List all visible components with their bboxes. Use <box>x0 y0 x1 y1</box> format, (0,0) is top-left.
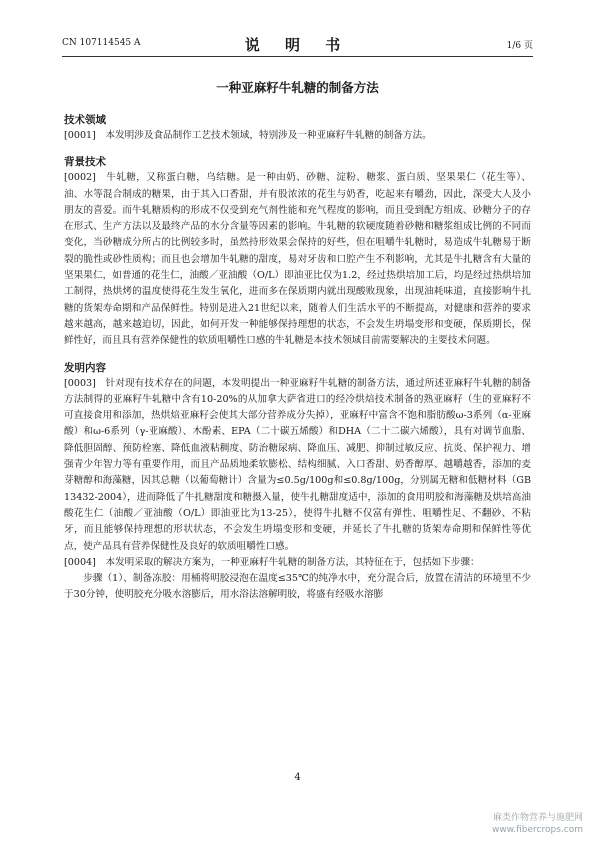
heading-background: 背景技术 <box>64 156 106 169</box>
heading-technical-field: 技术领域 <box>64 114 106 126</box>
document-body <box>64 112 531 604</box>
paragraph-step-1: 步骤（1）、制备冻胶：用桶将明胶浸泡在温度≤35℃的纯净水中，充分混合后，放置在清洁的环境里不少于30分钟，使明胶充分吸水溶膨后，用水浴法溶解明胶，将盛有经吸水溶膨 <box>64 573 531 601</box>
paragraph-0004: [0004] 本发明采取的解决方案为，一种亚麻籽牛轧糖的制备方法，其特征在于，包括如下步骤： <box>64 556 480 568</box>
watermark-title: 麻类作物营养与施肥网 <box>492 813 583 823</box>
paragraph-0002: [0002] 牛轧糖，又称蛋白糖，乌结糖。是一种由奶、砂糖、淀粉、糖浆、蛋白质、坚果果仁（花生等）、油、水等混合制成的糖果，由于其入口香甜，并有股浓浓的花生与奶香，吃起来有嚼劲，因此，深受大人及小朋友的喜爱。而牛轧糖质构的形成不仅受到充气剂性能和充气程度的影响，而且受到配方组成、砂糖分子的存在形式、生产方法以及最终产品的水分含量等因素的影响。牛轧糖的软硬度随着砂糖和糖浆组成比例的不同而变化，当砂糖成分所占的比例较多时，虽然持形效果会保持的好些，但在咀嚼牛轧糖时，易造成牛轧糖易于断裂的脆性或砂性质构；而且也会增加牛轧糖的甜度，易对牙齿和口腔产生不利影响，尤其是牛扎糖含有大量的坚果果仁，如普通的花生仁，油酸／亚油酸（O/L）即油亚比仅为1.2，经过热烘培加工后，均是经过热烘培加工制得，热烘烤的温度使得花生发生氧化，进而多在保质期内就出现酸败现象，出现油耗味道，直接影响牛扎糖的货架寿命期和产品保鲜性。特别是进入21世纪以来，随着人们生活水平的不断提高，对健康和营养的要求越来越高，越来越迫切，因此，如何开发一种能够保持理想的状态，不会发生坍塌变形和变硬，保质期长，保鲜性好，而且具有营养保健性的软质咀嚼性口感的牛轧糖是本技术领域目前需要解决的主要技术问题。 <box>64 172 531 347</box>
header-rule <box>62 56 533 57</box>
page-header <box>62 34 533 52</box>
watermark <box>492 812 583 836</box>
paragraph-0001: [0001] 本发明涉及食品制作工艺技术领域，特别涉及一种亚麻籽牛轧糖的制备方法。 <box>64 130 432 141</box>
heading-invention: 发明内容 <box>64 361 106 374</box>
page-number: 4 <box>294 772 301 783</box>
page-ratio: 1/6 页 <box>506 41 533 51</box>
document-type: 说 明 书 <box>244 36 351 54</box>
document-title: 一种亚麻籽牛轧糖的制备方法 <box>216 80 379 95</box>
paragraph-0003: [0003] 针对现有技术存在的问题，本发明提出一种亚麻籽牛轧糖的制备方法，通过所述亚麻籽牛轧糖的制备方法制得的亚麻籽牛轧糖中含有10-20%的从加拿大萨省进口的经冷烘焙技术制备的熟亚麻籽（生的亚麻籽不可直接食用和添加，热烘焙亚麻籽会使其大部分营养成分失掉），亚麻籽中富含不饱和脂肪酸ω-3系列（α-亚麻酸）和ω-6系列（γ-亚麻酸）、木酚素、EPA（二十碳五烯酸）和DHA（二十二碳六烯酸），具有对调节血脂、降低胆固醇、预防栓塞、降低血液粘稠度、防治糖尿病、降血压、减肥、抑制过敏反应、抗炎、保护视力、增强青少年智力等有重要作用，而且产品质地柔软膨松、结构细腻、入口香甜、奶香醇厚、越嚼越香，添加的麦芽糖醇和海藻糖，因其总糖（以葡萄糖计）含量为≤0.5g/100g和≤0.8g/100g，分别属无糖和低糖材料（GB 13432-2004），进而降低了牛扎糖甜度和糖摄入量，使牛扎糖甜度适中，添加的食用明胶和海藻糖及烘培高油酸花生仁（油酸／亚油酸（O/L）即油亚比为13-25），使得牛扎糖不仅富有弹性、咀嚼性足、不翻砂、不粘牙，而且能够保持理想的形状状态，不会发生坍塌变形和变硬，并延长了牛扎糖的货架寿命期和保鲜性等优点，使产品具有营养保健性及良好的软质咀嚼性口感。 <box>64 377 531 552</box>
watermark-url: www.fibercrops.com <box>492 825 583 835</box>
patent-number: CN 107114545 A <box>62 38 141 48</box>
